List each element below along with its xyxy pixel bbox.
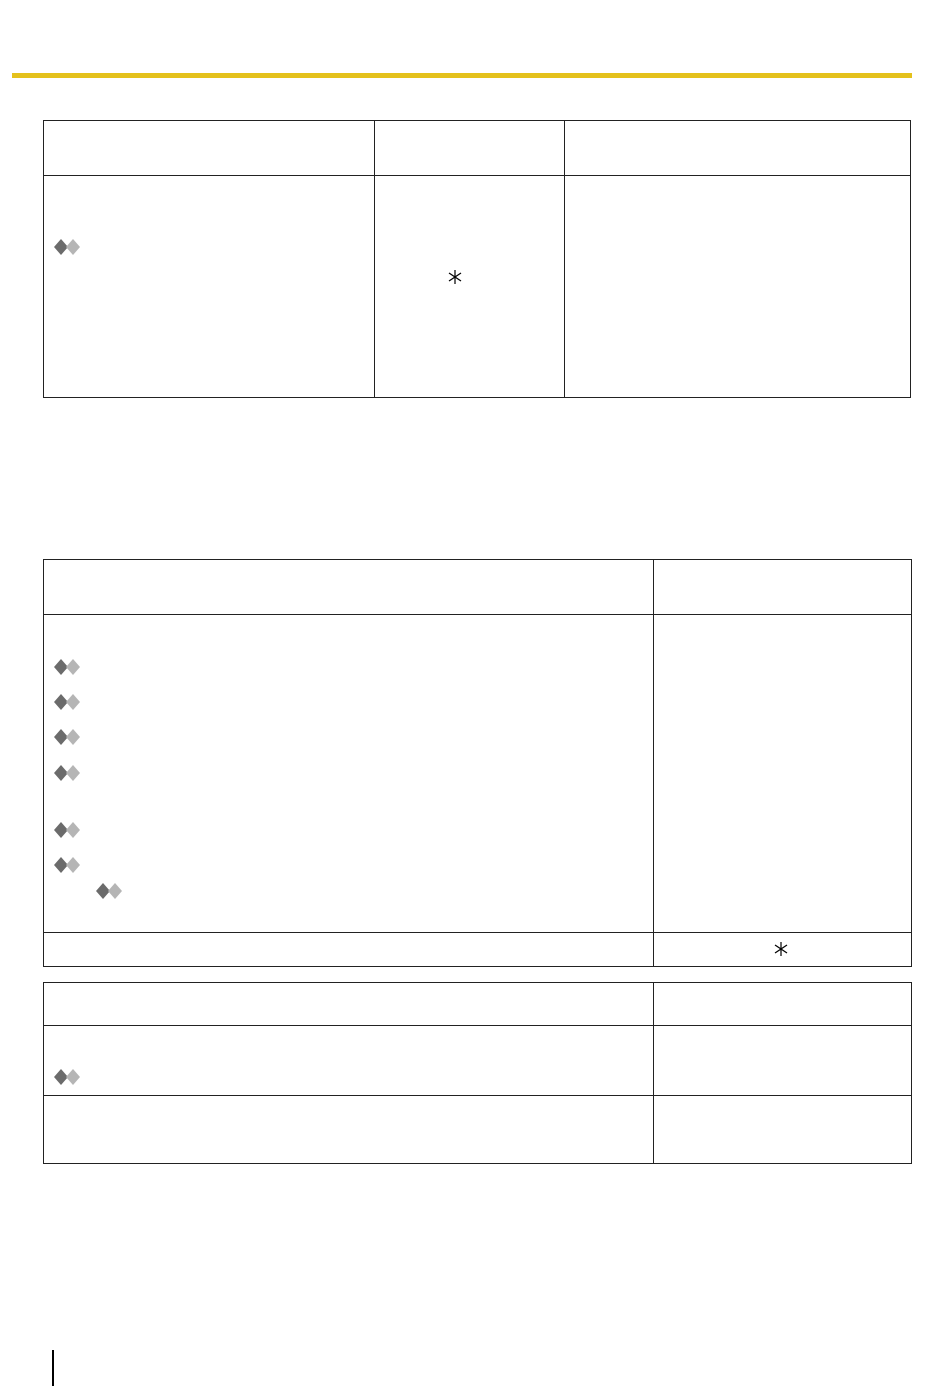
table-3-header-cell-2 <box>654 983 912 1026</box>
table-2-cell-2 <box>654 615 912 933</box>
double-diamond-bullet-icon <box>54 856 84 874</box>
double-diamond-bullet-icon <box>54 728 84 746</box>
double-diamond-bullet-icon <box>54 764 84 782</box>
table-2-cell-1 <box>44 615 654 933</box>
table-3-cell-3 <box>44 1096 654 1164</box>
asterisk-icon <box>774 941 788 957</box>
table-3-cell-1 <box>44 1026 654 1096</box>
table-3-cell-2 <box>654 1026 912 1096</box>
table-1-cell-2 <box>375 176 565 398</box>
header-rule <box>12 73 912 78</box>
table-3 <box>43 982 912 1164</box>
double-diamond-bullet-icon <box>54 238 84 256</box>
table-1 <box>43 120 911 398</box>
table-2-header-cell-2 <box>654 560 912 615</box>
table-2-header-cell-1 <box>44 560 654 615</box>
table-3-cell-4 <box>654 1096 912 1164</box>
double-diamond-bullet-icon <box>54 693 84 711</box>
table-2-footer-cell-2 <box>654 933 912 967</box>
table-1-cell-3 <box>565 176 911 398</box>
double-diamond-bullet-icon <box>54 821 84 839</box>
double-diamond-bullet-icon <box>96 882 126 900</box>
double-diamond-bullet-icon <box>54 1068 84 1086</box>
table-2 <box>43 559 912 967</box>
table-1-cell-1 <box>44 176 375 398</box>
table-1-header-cell-3 <box>565 121 911 176</box>
table-3-header-cell-1 <box>44 983 654 1026</box>
page-margin-bar <box>52 1350 54 1386</box>
double-diamond-bullet-icon <box>54 658 84 676</box>
asterisk-icon <box>448 269 462 285</box>
table-1-header-cell-2 <box>375 121 565 176</box>
table-2-footer-cell-1 <box>44 933 654 967</box>
table-1-header-cell-1 <box>44 121 375 176</box>
